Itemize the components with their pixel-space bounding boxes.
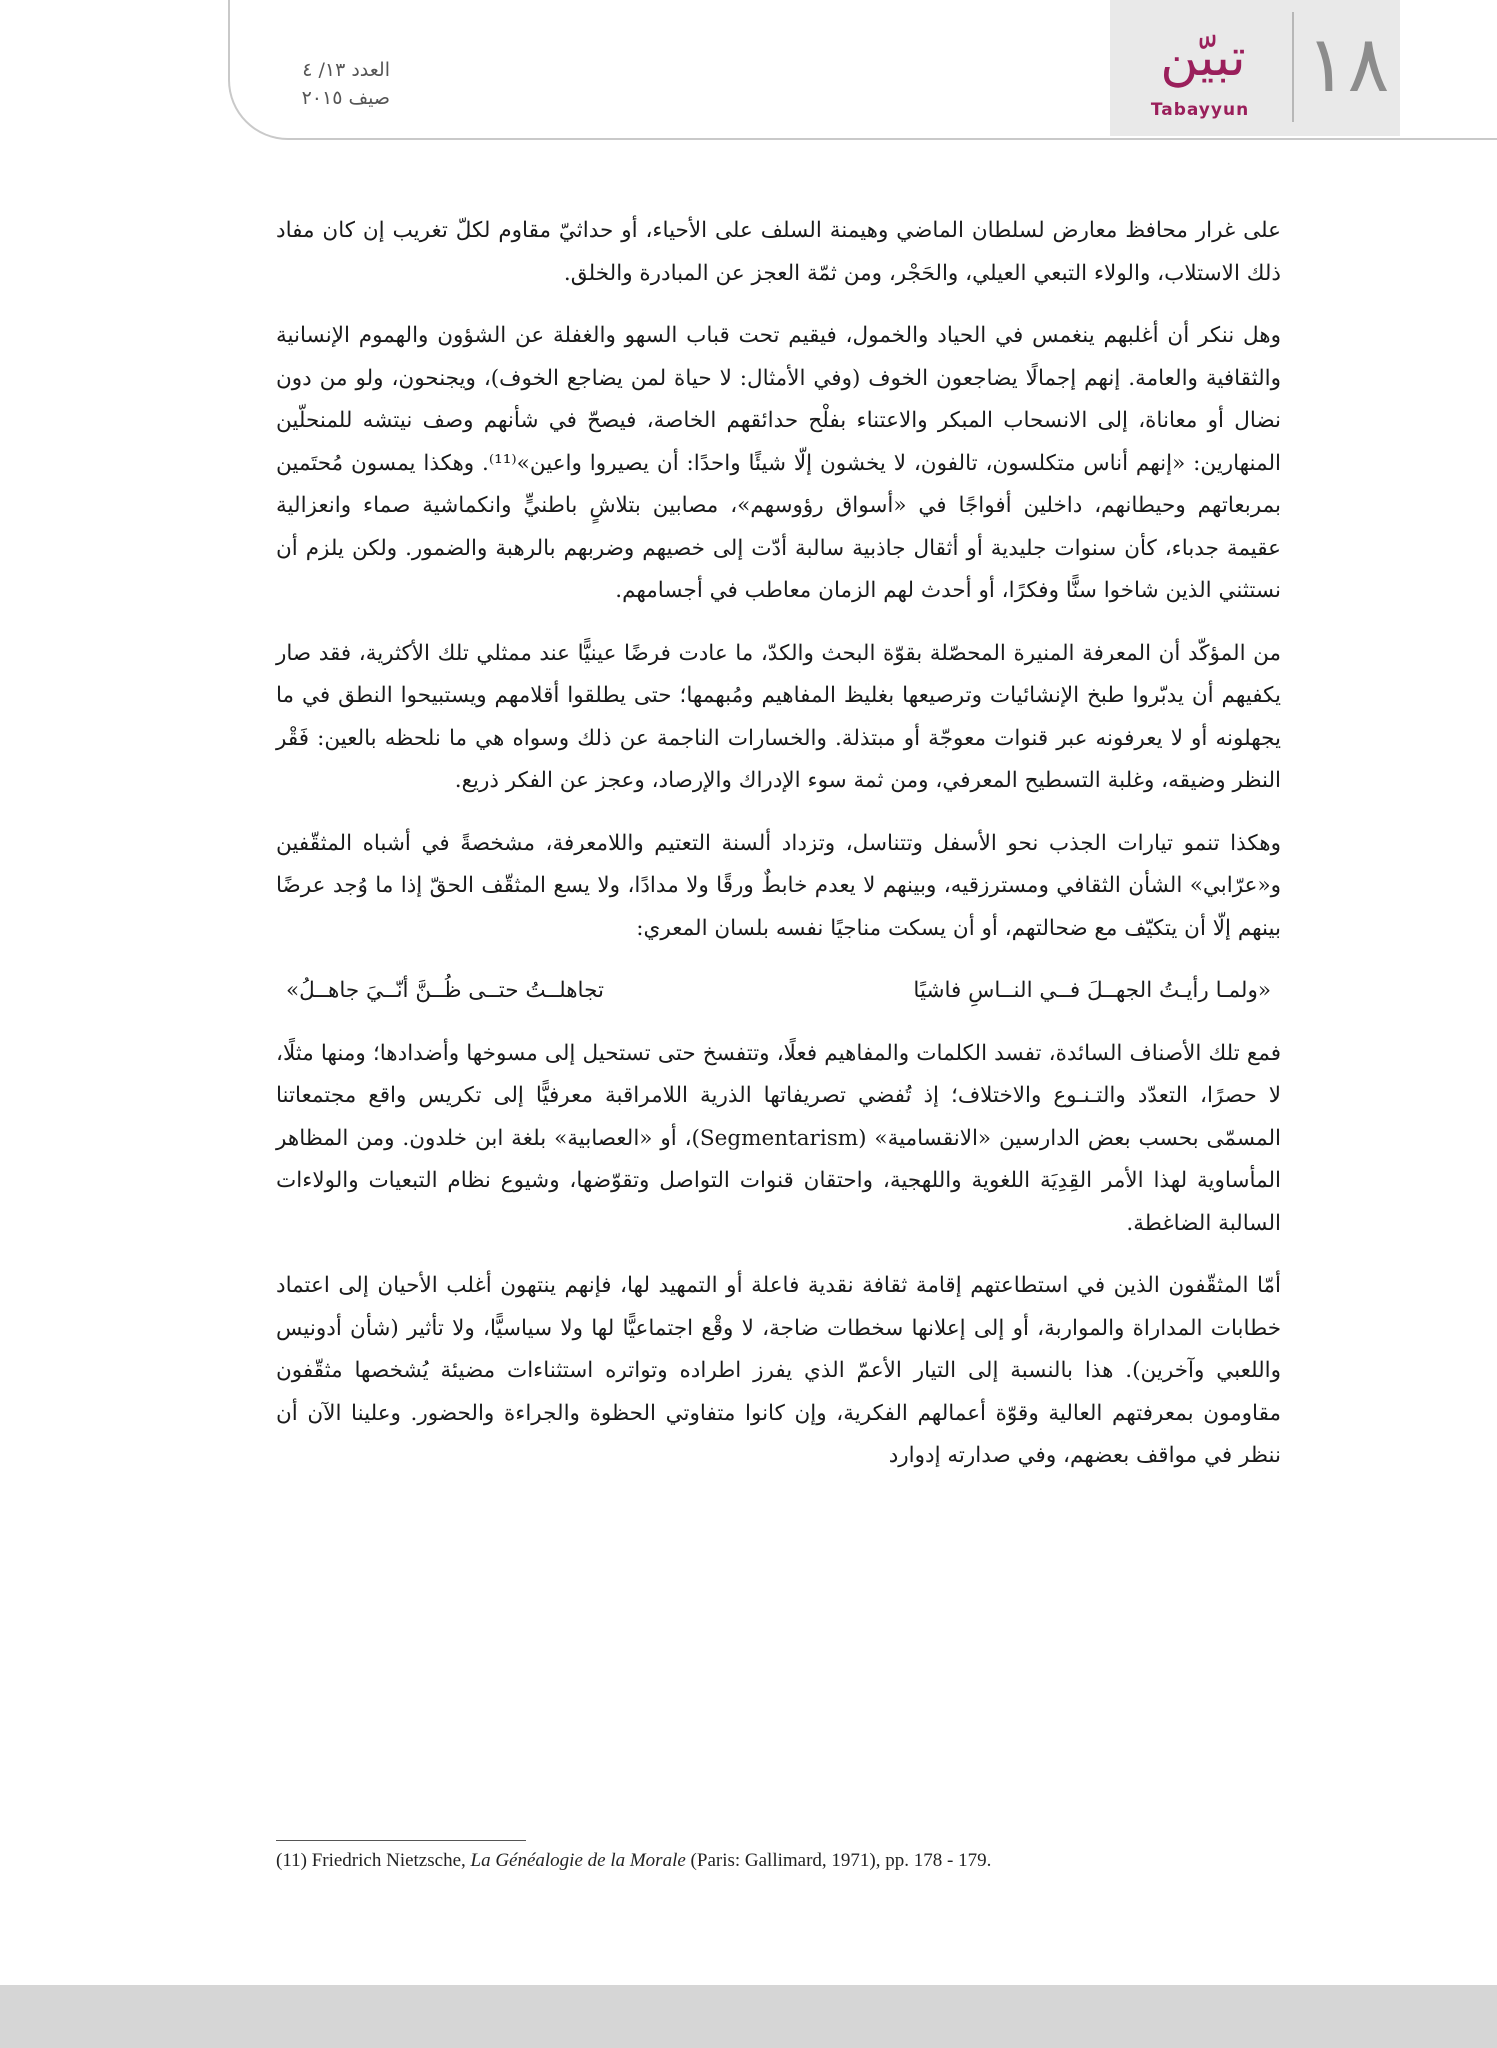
header-divider bbox=[1292, 12, 1294, 122]
journal-logo-latin: Tabayyun bbox=[1150, 100, 1250, 120]
paragraph: فمع تلك الأصناف السائدة، تفسد الكلمات والمفاهيم فعلًا، وتتفسخ حتى تستحيل إلى مسوخها وأضدادها؛ ومنها مثلًا، لا حصرًا، التعدّد والتـنـوع والاختلاف؛ إذ تُفضي تصريفاتها الذرية اللامراقبة معرفيًّا إلى تكريس واقع مجتمعاتنا المسمّى بحسب بعض الدارسين «الانقسامية» (Segmentarism)، أو «العصابية» بلغة ابن خلدون. ومن المظاهر المأساوية لهذا الأمر القِدِيَة اللغوية واللهجية، واحتقان قنوات التواصل وتقوّضها، وشيوع نظام التبعيات والولاءات السالبة الضاغطة. bbox=[276, 1040, 1281, 1236]
paragraph: أمّا المثقّفون الذين في استطاعتهم إقامة ثقافة نقدية فاعلة أو التمهيد لها، فإنهم ينتهون أغلب الأحيان إلى اعتماد خطابات المداراة والمواربة، أو إلى إعلانها سخطات ضاجة، لا وقْع اجتماعيًّا لها ولا سياسيًّا، ولا تأثير (شأن أدونيس واللعبي وآخرين). هذا بالنسبة إلى التيار الأعمّ الذي يفرز اطراده وتواتره استثناءات مضيئة يُشخصها مثقّفون مقاومون بمعرفتهم العالية وقوّة أعمالهم الفكرية، وإن كانوا متفاوتي الحظوة والجراءة والحضور. وعلينا الآن أن ننظر في مواقف بعضهم، وفي صدارته إدوارد bbox=[276, 1273, 1281, 1468]
footnote-title: La Généalogie de la Morale bbox=[470, 1850, 686, 1871]
poem-verse bbox=[276, 970, 1281, 1013]
verse-first-hemistich: «ولمـا رأيـتُ الجهــلَ فــي النــاسِ فاشيًا bbox=[913, 978, 1271, 1003]
issue-season: صيف ٢٠١٥ bbox=[301, 87, 390, 109]
verse-second-hemistich: تجاهلــتُ حتــى ظُــنَّ أنّــيَ جاهــلُ» bbox=[286, 978, 604, 1003]
footnote-divider bbox=[276, 1840, 526, 1841]
footnote-suffix: (Paris: Gallimard, 1971), pp. 178 - 179. bbox=[685, 1850, 992, 1871]
footnote bbox=[276, 1850, 1281, 1872]
paragraph: من المؤكّد أن المعرفة المنيرة المحصّلة بقوّة البحث والكدّ، ما عادت فرضًا عينيًّا عند ممثلي تلك الأكثرية، فقد صار يكفيهم أن يدبّروا طبخ الإنشائيات وترصيعها بغليظ المفاهيم ومُبهمها؛ حتى يطلقوا أقلامهم ويستبيحوا النطق في ما يجهلونه أو لا يعرفونه عبر قنوات معوجّة أو مبتذلة. والخسارات الناجمة عن ذلك وسواه هي ما نلحظه بالعين: فَقْر النظر وضيقه، وغلبة التسطيح المعرفي، ومن ثمة سوء الإدراك والإرصاد، وعجز عن الفكر ذريع. bbox=[276, 640, 1281, 793]
paragraph: على غرار محافظ معارض لسلطان الماضي وهيمنة السلف على الأحياء، أو حداثيّ مقاوم لكلّ تغريب إن كان مفاد ذلك الاستلاب، والولاء التبعي العيلي، والحَجْر، ومن ثمّة العجز عن المبادرة والخلق. bbox=[276, 218, 1281, 286]
paragraph: وهكذا تنمو تيارات الجذب نحو الأسفل وتتناسل، وتزداد ألسنة التعتيم واللامعرفة، مشخصةً في أشباه المثقّفين و«عرّابي» الشأن الثقافي ومسترزقيه، وبينهم لا يعدم خابطٌ ورقًا ولا مدادًا، ولا يسع المثقّف الحقّ إذا ما وُجد عرضًا بينهم إلّا أن يتكيّف مع ضحالتهم، أو أن يسكت مناجيًا نفسه بلسان المعري: bbox=[276, 830, 1281, 941]
page-bottom-band bbox=[0, 1985, 1497, 2048]
issue-info bbox=[250, 56, 390, 112]
article-body bbox=[276, 210, 1281, 1498]
paragraph: وهل ننكر أن أغلبهم ينغمس في الحياد والخمول، فيقيم تحت قباب السهو والغفلة عن الشؤون والهموم الإنسانية والثقافية والعامة. إنهم إجمالًا يضاجعون الخوف (وفي الأمثال: لا حياة لمن يضاجع الخوف)، ويجنحون، ولو من دون نضال أو معاناة، إلى الانسحاب المبكر والاعتناء بفلْح حدائقهم الخاصة، فيصحّ في شأنهم وصف نيتشه للمنحلّين المنهارين: «إنهم أناس متكلسون، تالفون، لا يخشون إلّا شيئًا واحدًا: أن يصيروا واعين»⁽¹¹⁾. وهكذا يمسون مُحتَمين بمربعاتهم وحيطانهم، داخلين أفواجًا في «أسواق رؤوسهم»، مصابين بتلاشٍ باطنيٍّ وانكماشية صماء وانعزالية عقيمة جدباء، كأن سنوات جليدية أو أثقال جاذبية سالبة أدّت إلى خصيهم وضربهم بالرهبة والضمور. ولكن يلزم أن نستثني الذين شاخوا سنًّا وفكرًا، أو أحدث لهم الزمان معاطب في أجسامهم. bbox=[276, 323, 1281, 603]
page-number: ١٨ bbox=[1305, 20, 1390, 110]
journal-logo: تبيّن bbox=[1160, 28, 1246, 88]
footnote-prefix: (11) Friedrich Nietzsche, bbox=[276, 1850, 471, 1871]
issue-number: العدد ١٣/ ٤ bbox=[302, 59, 390, 81]
